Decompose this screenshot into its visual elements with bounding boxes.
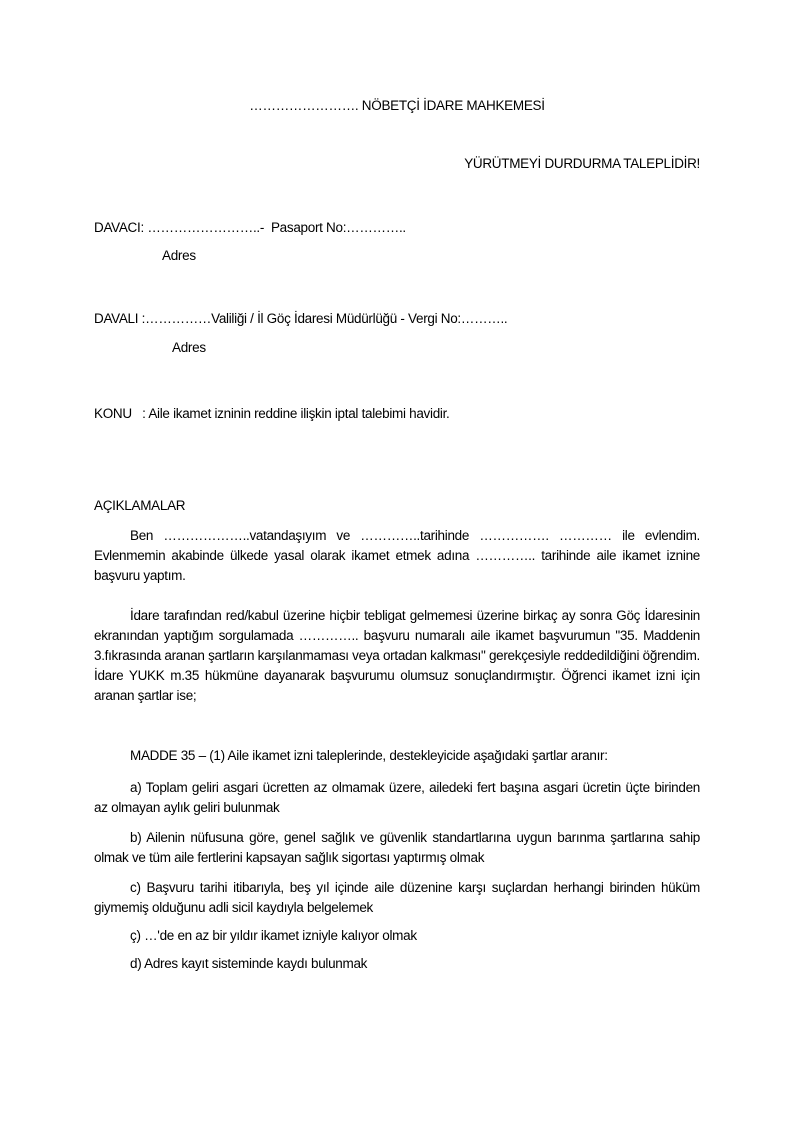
article-35-item-a: a) Toplam geliri asgari ücretten az olmamak üzere, ailedeki fert başına asgari ücretin üçte birinden az olmayan aylık geliri bulunmak [94, 780, 700, 815]
defendant-address-label: Adres [172, 340, 206, 355]
plaintiff-line: DAVACI: ……………………..- Pasaport No:………….. [94, 220, 406, 235]
defendant-line: DAVALI :……………Valiliği / İl Göç İdaresi Müdürlüğü - Vergi No:……….. [94, 311, 508, 326]
article-35-item-c: c) Başvuru tarihi itibarıyla, beş yıl içinde aile düzenine karşı suçlardan herhangi birinden hüküm giymemiş olduğunu adli sicil kaydıyla belgelemek [94, 880, 700, 915]
explanations-heading: AÇIKLAMALAR [94, 498, 186, 513]
relief-request-line: YÜRÜTMEYİ DURDURMA TALEPLİDİR! [464, 156, 700, 171]
article-35-item-b: b) Ailenin nüfusuna göre, genel sağlık ve güvenlik standartlarına uygun barınma şartlarına sahip olmak ve tüm aile fertlerini kapsayan sağlık sigortası yaptırmış olmak [94, 830, 700, 865]
court-header: ……………………. NÖBETÇİ İDARE MAHKEMESİ [249, 98, 545, 113]
paragraph-rejection: İdare tarafından red/kabul üzerine hiçbir tebligat gelmemesi üzerine birkaç ay sonra Göç İdaresinin ekranından yaptığım sorgulamada ………….. başvuru numaralı aile ikamet başvurumun "35. Maddenin 3.fıkrasında aranan şartların karşılanmaması veya ortadan kalkması" gerekçesiyle reddedildiğini öğrendim. İdare YUKK m.35 hükmüne dayanarak başvurumu olumsuz sonuçlandırmıştır. Öğrenci ikamet izni için aranan şartlar ise; [94, 608, 700, 703]
article-35-item-d: d) Adres kayıt sisteminde kaydı bulunmak [130, 956, 368, 971]
plaintiff-address-label: Adres [162, 248, 196, 263]
article-35-intro: MADDE 35 – (1) Aile ikamet izni taleplerinde, destekleyicide aşağıdaki şartlar aranır: [130, 748, 608, 763]
subject-line: KONU : Aile ikamet izninin reddine ilişkin iptal talebimi havidir. [94, 406, 450, 421]
paragraph-marriage: Ben ………………..vatandaşıyım ve …………..tarihinde ……………. ………… ile evlendim. Evlenmemin akabinde ülkede yasal olarak ikamet etmek adına ………….. tarihinde aile ikamet iznine başvuru yaptım. [94, 528, 700, 583]
article-35-item-cedilla: ç) …'de en az bir yıldır ikamet izniyle kalıyor olmak [130, 928, 417, 943]
